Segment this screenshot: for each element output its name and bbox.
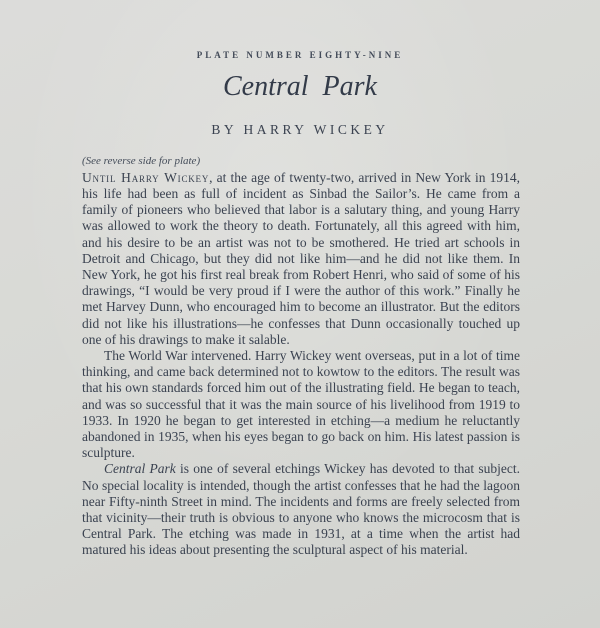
article-body [82,170,520,559]
plate-number-label: PLATE NUMBER EIGHTY-NINE [196,50,404,60]
paragraph-3 [82,461,520,558]
paragraph-2-text: The World War intervened. Harry Wickey went overseas, put in a lot of time thinking, and came back determined not to kowtow to the editors. The result was that his own standards forced him out of the illustrating field. He began to teach, and was so successful that it was the main source of his livelihood from 1919 to 1933. In 1920 he began to get interested in etching—a medium he reluctantly abandoned in 1935, when his eyes began to go back on him. His latest passion is sculpture. [82,347,520,461]
byline: BY HARRY WICKEY [211,121,389,137]
header-block [0,0,600,138]
paragraph-2 [82,348,520,461]
reverse-side-note: (See reverse side for plate) [82,154,201,167]
page-title: Central Park [223,71,377,102]
paragraph-3-text: is one of several etchings Wickey has devoted to that subject. No special locality is intended, though the artist confesses that he had the lagoon near Fifty-ninth Street in mind. The incidents and forms are freely selected from that vicinity—their truth is obvious to anyone who knows the microcosm that is Central Park. The etching was made in 1931, at a time when the artist had matured his ideas about presenting the sculptural aspect of his material. [82,461,520,558]
paragraph-1-lead: Until Harry Wickey [82,169,210,185]
paragraph-1 [82,170,520,348]
paragraph-3-lead: Central Park [104,461,176,477]
paragraph-1-text: , at the age of twenty-two, arrived in New York in 1914, his life had been as full of incident as Sinbad the Sailor’s. He came from a family of pioneers who believed that labor is a salutary thing, and young Harry was allowed to work the theory to death. Fortunately, all this agreed with him, and his desire to be an artist was not to be smothered. He tried art schools in Detroit and Chicago, but they did not like him—and he did not like them. In New York, he got his first real break from Robert Henri, who said of some of his drawings, “I would be very proud if I were the author of this work.” Finally he met Harvey Dunn, who encouraged him to become an illustrator. But the editors did not like his illustrations—he confesses that Dunn occasionally touched up one of his drawings to make it salable. [82,169,520,347]
